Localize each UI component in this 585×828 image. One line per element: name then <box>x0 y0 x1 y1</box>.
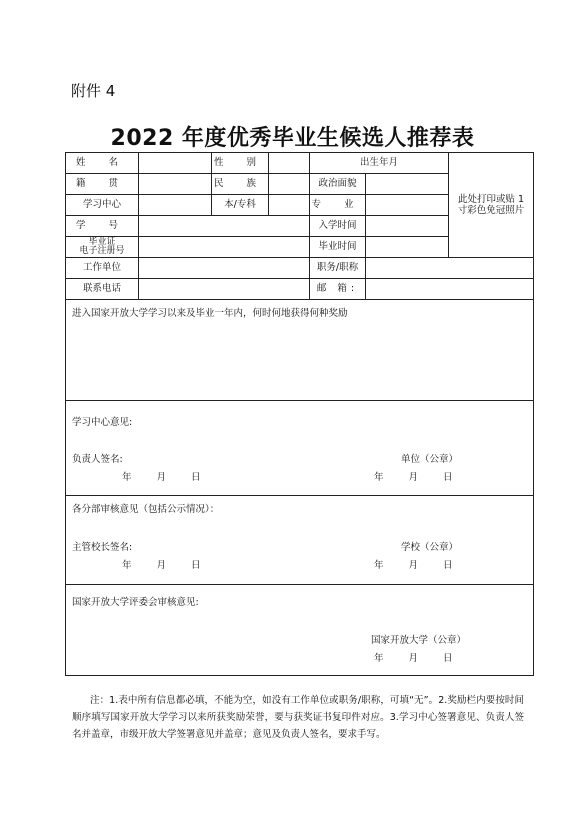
branch-date-left: 年 月 日 <box>122 560 201 571</box>
employer-label: 工作单位 <box>66 258 139 279</box>
center-seal-label: 单位（公章） <box>401 454 459 465</box>
employer-value[interactable] <box>139 258 310 279</box>
enroll-time-value[interactable] <box>366 216 449 237</box>
study-center-value[interactable] <box>139 195 212 216</box>
native-place-value[interactable] <box>139 174 212 195</box>
committee-date: 年 月 日 <box>374 653 453 664</box>
position-value[interactable] <box>366 258 534 279</box>
graduation-time-label: 毕业时间 <box>310 237 366 258</box>
political-status-value[interactable] <box>366 174 449 195</box>
enroll-time-label: 入学时间 <box>310 216 366 237</box>
branch-seal-label: 学校（公章） <box>401 542 459 553</box>
branch-signer-label: 主管校长签名: <box>72 542 133 553</box>
study-center-label: 学习中心 <box>66 195 139 216</box>
footnote: 注：1.表中所有信息都必填，不能为空，如没有工作单位或职务/职称，可填“无”。2.奖励栏内要按时间顺序填写国家开放大学学习以来所获奖励荣誉，要与获奖证书复印件对应。3.学习中心签署意见、负责人签名并盖章，市级开放大学签署意见并盖章；意见及负责人签名，要求手写。 <box>72 695 524 740</box>
ethnicity-value[interactable] <box>269 174 310 195</box>
committee-opinion-label: 国家开放大学评委会审核意见: <box>72 597 199 608</box>
center-signer-label: 负责人签名: <box>72 454 123 465</box>
name-value[interactable] <box>139 153 212 174</box>
branch-date-right: 年 月 日 <box>374 560 453 571</box>
birth-label-cell: 出生年月 <box>310 153 449 174</box>
committee-seal-label: 国家开放大学（公章） <box>371 635 467 646</box>
student-id-label: 学 号 <box>66 216 139 237</box>
awards-prompt: 进入国家开放大学学习以来及毕业一年内，何时何地获得何种奖励 <box>72 308 348 319</box>
attachment-label: 附件 4 <box>71 82 116 100</box>
branch-review-section[interactable] <box>66 496 534 585</box>
phone-label: 联系电话 <box>66 279 139 300</box>
level-value[interactable] <box>269 195 310 216</box>
postcode-label: 邮 箱: <box>310 279 366 300</box>
native-place-label: 籍 贯 <box>66 174 139 195</box>
postcode-value[interactable] <box>366 279 534 300</box>
center-date-right: 年 月 日 <box>374 472 453 483</box>
center-opinion-label: 学习中心意见: <box>72 417 133 428</box>
graduation-time-value[interactable] <box>366 237 449 258</box>
phone-value[interactable] <box>139 279 310 300</box>
student-id-value[interactable] <box>139 216 310 237</box>
awards-section[interactable] <box>66 300 534 401</box>
committee-review-section[interactable] <box>66 585 534 676</box>
position-label: 职务/职称 <box>310 258 366 279</box>
branch-opinion-label: 各分部审核意见（包括公示情况）： <box>72 504 220 515</box>
level-label: 本/专科 <box>212 195 269 216</box>
name-label: 姓 名 <box>66 153 139 174</box>
form-title: 2022 年度优秀毕业生候选人推荐表 <box>110 126 475 151</box>
center-date-left: 年 月 日 <box>122 472 201 483</box>
certificate-label: 毕业证 电子注册号 <box>66 237 139 258</box>
major-label: 专 业 <box>310 195 366 216</box>
photo-text-1: 此处打印或贴 1 <box>457 193 525 205</box>
ethnicity-label: 民 族 <box>212 174 269 195</box>
political-status-label: 政治面貌 <box>310 174 366 195</box>
recommendation-form <box>65 152 534 676</box>
major-value[interactable] <box>366 195 449 216</box>
gender-label: 性 别 <box>212 153 269 174</box>
photo-placeholder[interactable] <box>449 153 534 258</box>
photo-text-2: 寸彩色免冠照片 <box>457 205 525 216</box>
certificate-value[interactable] <box>139 237 310 258</box>
study-center-opinion-section[interactable] <box>66 401 534 496</box>
gender-value[interactable] <box>269 153 310 174</box>
